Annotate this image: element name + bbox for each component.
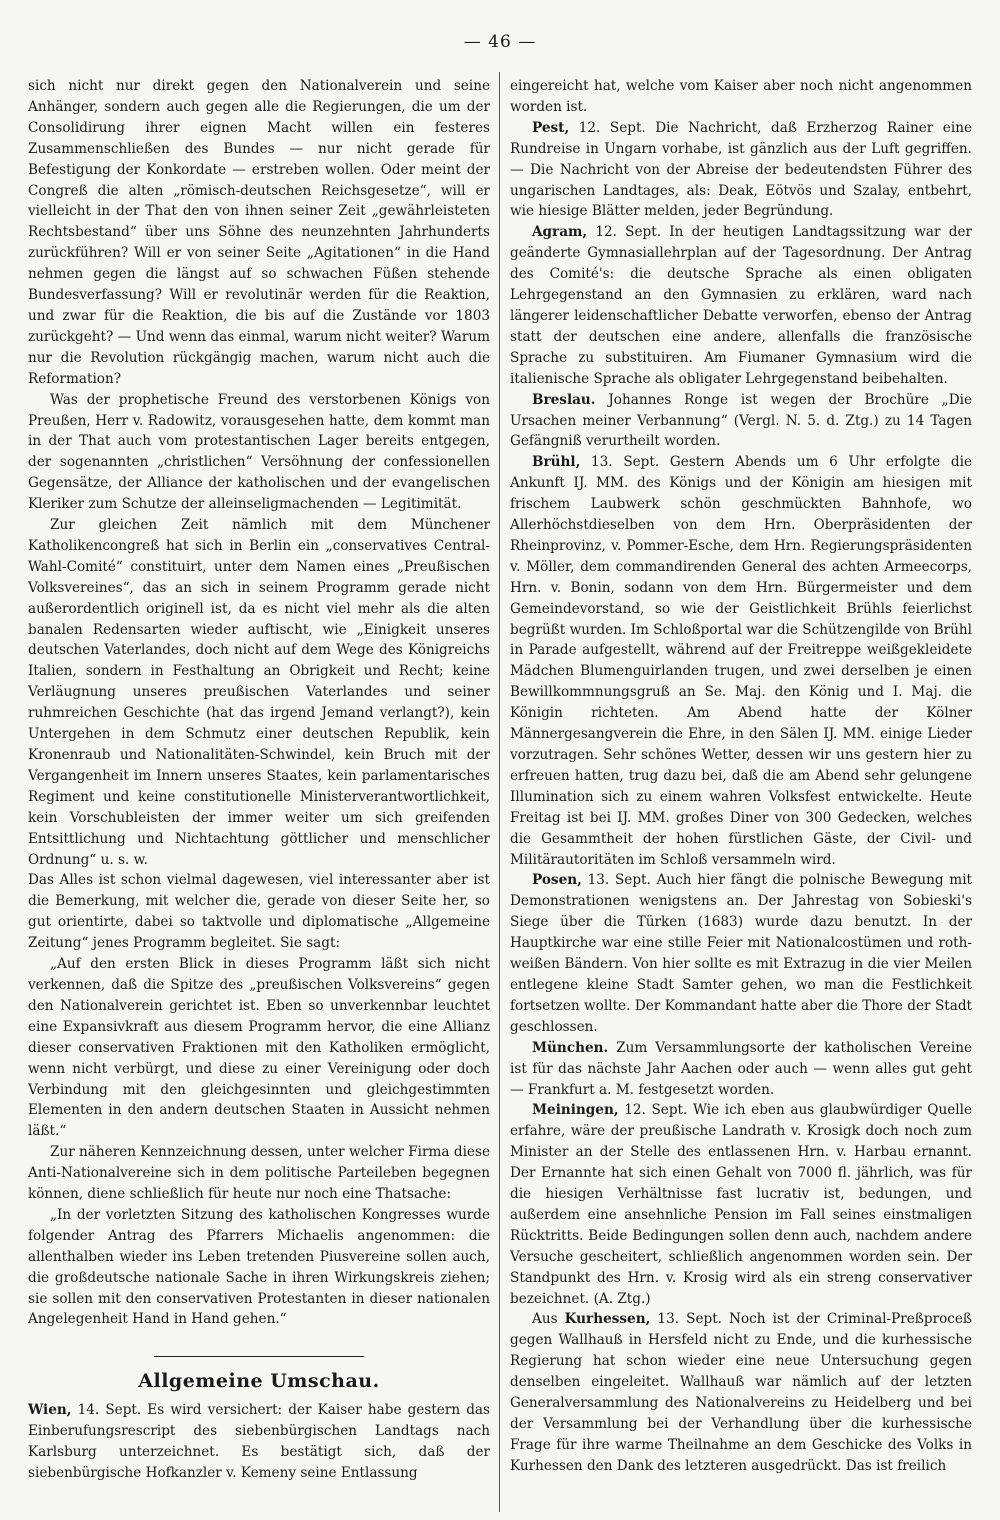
news-item-kurhessen xyxy=(510,1309,972,1476)
dateline: Kurhessen, xyxy=(564,1311,651,1328)
paragraph: Was der prophetische Freund des verstorbenen Königs von Preußen, Herr v. Radowitz, vorausgesehen hatte, dem kommt man in der That auch vom protestantischen Lager bereits entgegen, der sogenannten „christlichen“ Versöhnung der confessionellen Gegensätze, der Alliance der katholischen und der evangelischen Kleriker zum Schutze der alleinseligmachenden — Legitimität. xyxy=(28,391,490,513)
news-text: Aus xyxy=(532,1311,565,1328)
paragraph: Das Alles ist schon vielmal dagewesen, viel interessanter aber ist die Bemerkung, mit welcher die, gerade von dieser Seite her, so gut orientirte, dabei so taktvolle und diplomatische „Allgemeine Zeitung“ jenes Programm begleitet. Sie sagt: xyxy=(28,872,490,952)
page-number: — 46 — xyxy=(463,32,537,52)
news-item-wien xyxy=(28,1400,490,1484)
dateline: Meiningen, xyxy=(532,1102,619,1119)
dateline: Posen, xyxy=(532,872,582,889)
news-text: 14. Sept. Es wird versichert: der Kaiser habe gestern das Einberufungsrescript des siebenbürgischen Landtags nach Karlsburg unterzeichnet. Es bestätigt sich, daß der siebenbürgische Hofkanzler v. Kemeny seine Entlassung xyxy=(28,1402,490,1481)
dateline: Breslau. xyxy=(532,391,596,408)
news-text: 13. Sept. Noch ist der Criminal-Preßproceß gegen Wallhauß in Hersfeld nicht zu Ende, und die kurhessische Regierung hat schon wieder eine neue Untersuchung gegen denselben eingeleitet. Wallhauß war nämlich auf der letzten Generalversammlung des Nationalvereins zu Heidelberg und bei der Versammlung bei der Verhandlung über die kurhessische Frage für ihre warme Theilnahme an dem Geschicke des Volks in Kurhessen den Dank des letzteren ausgedrückt. Das ist freilich xyxy=(510,1311,972,1474)
right-column xyxy=(510,76,972,1506)
dateline: Agram, xyxy=(532,224,588,241)
dateline: Brühl, xyxy=(532,454,581,471)
section-rule xyxy=(154,1356,364,1357)
dateline: Pest, xyxy=(532,119,570,136)
news-text: Zum Versammlungsorte der katholischen Vereine ist für das nächste Jahr Aachen oder auch — wenn alles gut geht — Frankfurt a. M. festgesetzt worden. xyxy=(510,1039,972,1098)
paragraph: Zur näheren Kennzeichnung dessen, unter welcher Firma diese Anti-Nationalvereine sich in dem politische Parteileben begegnen können, diene schließlich für heute nur noch eine Thatsache: xyxy=(28,1144,490,1203)
news-text: 12. Sept. Die Nachricht, daß Erzherzog Rainer eine Rundreise in Ungarn vorhabe, ist gänzlich aus der Luft gegriffen. — Die Nachricht von der Abreise der bedeutendsten Führer des ungarischen Landtages, als: Deak, Eötvös und Szalay, entbehrt, wie hiesige Blätter melden, jeder Begründung. xyxy=(510,119,972,220)
news-text: 12. Sept. In der heutigen Landtagssitzung war der geänderte Gymnasiallehrplan auf der Tagesordnung. Der Antrag des Comité's: die deutsche Sprache als einen obligaten Lehrgegenstand an den Gymnasien zu erklären, ward nach längerer leidenschaftlicher Debatte verworfen, ebenso der Antrag statt der deutschen eine andere, allenfalls die französische Sprache zu substituiren. Am Fiumaner Gymnasium wird die italienische Sprache als obligater Lehrgegenstand beibehalten. xyxy=(510,224,972,387)
dateline: Wien, xyxy=(28,1402,72,1419)
paragraph: eingereicht hat, welche vom Kaiser aber noch nicht angenommen worden ist. xyxy=(510,78,972,115)
left-column xyxy=(28,76,490,1506)
news-item-agram xyxy=(510,222,972,389)
news-item-muenchen xyxy=(510,1038,972,1101)
section-heading: Allgemeine Umschau. xyxy=(138,1370,380,1393)
column-divider xyxy=(499,72,500,1512)
dateline: München. xyxy=(532,1039,609,1056)
news-item-breslau xyxy=(510,390,972,453)
news-text: 13. Sept. Gestern Abends um 6 Uhr erfolgte die Ankunft IJ. MM. des Königs und der Königin am hiesigen mit frischem Laubwerk schön geschmückten Bahnhofe, wo Allerhöchstdieselben von dem Hrn. Oberpräsidenten der Rheinprovinz, v. Pommer-Esche, dem Hrn. Regierungspräsidenten v. Möller, dem commandirenden General des achten Armeecorps, Hrn. v. Bonin, sodann von dem Hrn. Bürgermeister und dem Gemeindevorstand, so wie der Geistlichkeit Brühls feierlichst begrüßt wurden. Im Schloßportal war die Schützengilde von Brühl in Parade aufgestellt, während auf der Freitreppe weißgekleidete Mädchen Blumenguirlanden trugen, und zwei derselben je einen Bewillkommnungsgruß an Se. Maj. den König und I. Maj. die Königin richteten. Am Abend hatte der Kölner Männergesangverein die Ehre, in den Sälen IJ. MM. einige Lieder vorzutragen. Sehr schönes Wetter, dessen wir uns gestern hier zu erfreuen hatten, trug dazu bei, daß die am Abend sehr gelungene Illumination sich zu einem wahren Volksfest entwickelte. Heute Freitag ist bei IJ. MM. großes Diner von 300 Gedecken, welches die Gesammtheit der hohen fürstlichen Gäste, der Civil- und Militärautoritäten im Schloß versammeln wird. xyxy=(510,454,972,868)
news-text: 13. Sept. Auch hier fängt die polnische Bewegung mit Demonstrationen wenigstens an. Der Jahrestag von Sobieski's Siege über die Türken (1683) wurde dazu benutzt. In der Hauptkirche war eine stille Feier mit Nationalcostümen und roth-weißen Bändern. Von hier sollte es mit Extrazug in die vier Meilen entlegene kleine Stadt Samter gehen, wo man die Festlichkeit fortsetzen wollte. Der Kommandant hatte aber die Thore der Stadt geschlossen. xyxy=(510,872,972,1035)
news-item-posen xyxy=(510,870,972,1037)
news-text: Johannes Ronge ist wegen der Brochüre „Die Ursachen meiner Verbannung“ (Vergl. N. 5. d. Ztg.) zu 14 Tagen Gefängniß verurtheilt worden. xyxy=(510,391,972,450)
news-item-meiningen xyxy=(510,1100,972,1309)
news-text: 12. Sept. Wie ich eben aus glaubwürdiger Quelle erfahre, wäre der preußische Landrath v. Krosigk doch noch zum Minister an der Stelle des entlassenen Hrn. v. Harbau ernannt. Der Ernannte hat sich einen Gehalt von 7000 fl. jährlich, was für die hiesigen Verhältnisse fast lucrativ ist, bedungen, und außerdem eine ansehnliche Pension im Fall seines einstmaligen Rücktritts. Beide Bedingungen sollen denn auch, nachdem andere Versuche gescheitert, schließlich angenommen worden sein. Der Standpunkt des Hrn. v. Krosig wird als ein streng conservativer bezeichnet. (A. Ztg.) xyxy=(510,1102,972,1307)
paragraph: sich nicht nur direkt gegen den Nationalverein und seine Anhänger, sondern auch gegen alle die Regierungen, die um der Consolidirung ihrer eignen Macht willen ein festeres Zusammenschließen des Bundes — nur nicht gerade für Befestigung der Konkordate — erstreben wollen. Oder meint der Congreß die alten „römisch-deutschen Reichsgesetze“, will er vielleicht in der That den von ihnen seiner Zeit „gewährleisteten Rechtsbestand“ über uns Söhne des neunzehnten Jahrhunderts zurückführen? Will er von seiner Seite „Agitationen“ in die Hand nehmen gegen die längst auf so schwachen Füßen stehende Bundesverfassung? Will er revolutinär werden für die Reaktion, und zwar für die Reaktion, die bis auf die Zustände vor 1803 zurückgeht? — Und wenn das einmal, warum nicht weiter? Warum nur die Revolution rückgängig machen, warum nicht auch die Reformation? xyxy=(28,78,490,387)
news-item-bruehl xyxy=(510,452,972,870)
news-item-pest xyxy=(510,118,972,223)
quote-paragraph: „In der vorletzten Sitzung des katholischen Kongresses wurde folgender Antrag des Pfarrers Michaelis angenommen: die allenthalben wieder ins Leben tretenden Piusvereine sollen auch, die großdeutsche nationale Sache in ihren Wirkungskreis ziehen; sie sollen mit den conservativen Protestanten in dieser nationalen Angelegenheit Hand in Hand gehen.“ xyxy=(28,1206,490,1328)
quote-paragraph: „Auf den ersten Blick in dieses Programm läßt sich nicht verkennen, daß die Spitze des „preußischen Volksvereins“ gegen den Nationalverein gerichtet ist. Eben so unverkennbar leuchtet eine Expansivkraft aus diesem Programm hervor, die eine Allianz dieser conservativen Fraktionen mit den Katholiken ermöglicht, wenn nicht verbürgt, und diese zu einer Vereinigung oder doch Verbindung mit den gleichgesinnten und gleichgestimmten Elementen in den andern deutschen Staaten in Aussicht nehmen läßt.“ xyxy=(28,956,490,1140)
paragraph: Zur gleichen Zeit nämlich mit dem Münchener Katholikencongreß hat sich in Berlin ein „conservatives Central-Wahl-Comité“ constituirt, unter dem Namen eines „Preußischen Volksvereines“, das an sich in seinem Programm gerade nicht außerordentlich originell ist, da es nicht viel mehr als die alten banalen Redensarten wieder auftischt, wie „Einigkeit unseres deutschen Vaterlandes, doch nicht auf dem Wege des Königreichs Italien, sondern in Festhaltung an Obrigkeit und Recht; keine Verläugnung unseres preußischen Vaterlandes und seiner ruhmreichen Geschichte (hat das irgend Jemand verlangt?), kein Untergehen in dem Schmutz einer deutschen Republik, kein Kronenraub und Nationalitäten-Schwindel, kein Bruch mit der Vergangenheit im Innern unseres Staates, kein parlamentarisches Regiment und keine constitutionelle Ministerverantwortlichkeit, kein Vorschubleisten der immer weiter um sich greifenden Entsittlichung und Nichtachtung göttlicher und menschlicher Ordnung“ u. s. w. xyxy=(28,517,490,868)
